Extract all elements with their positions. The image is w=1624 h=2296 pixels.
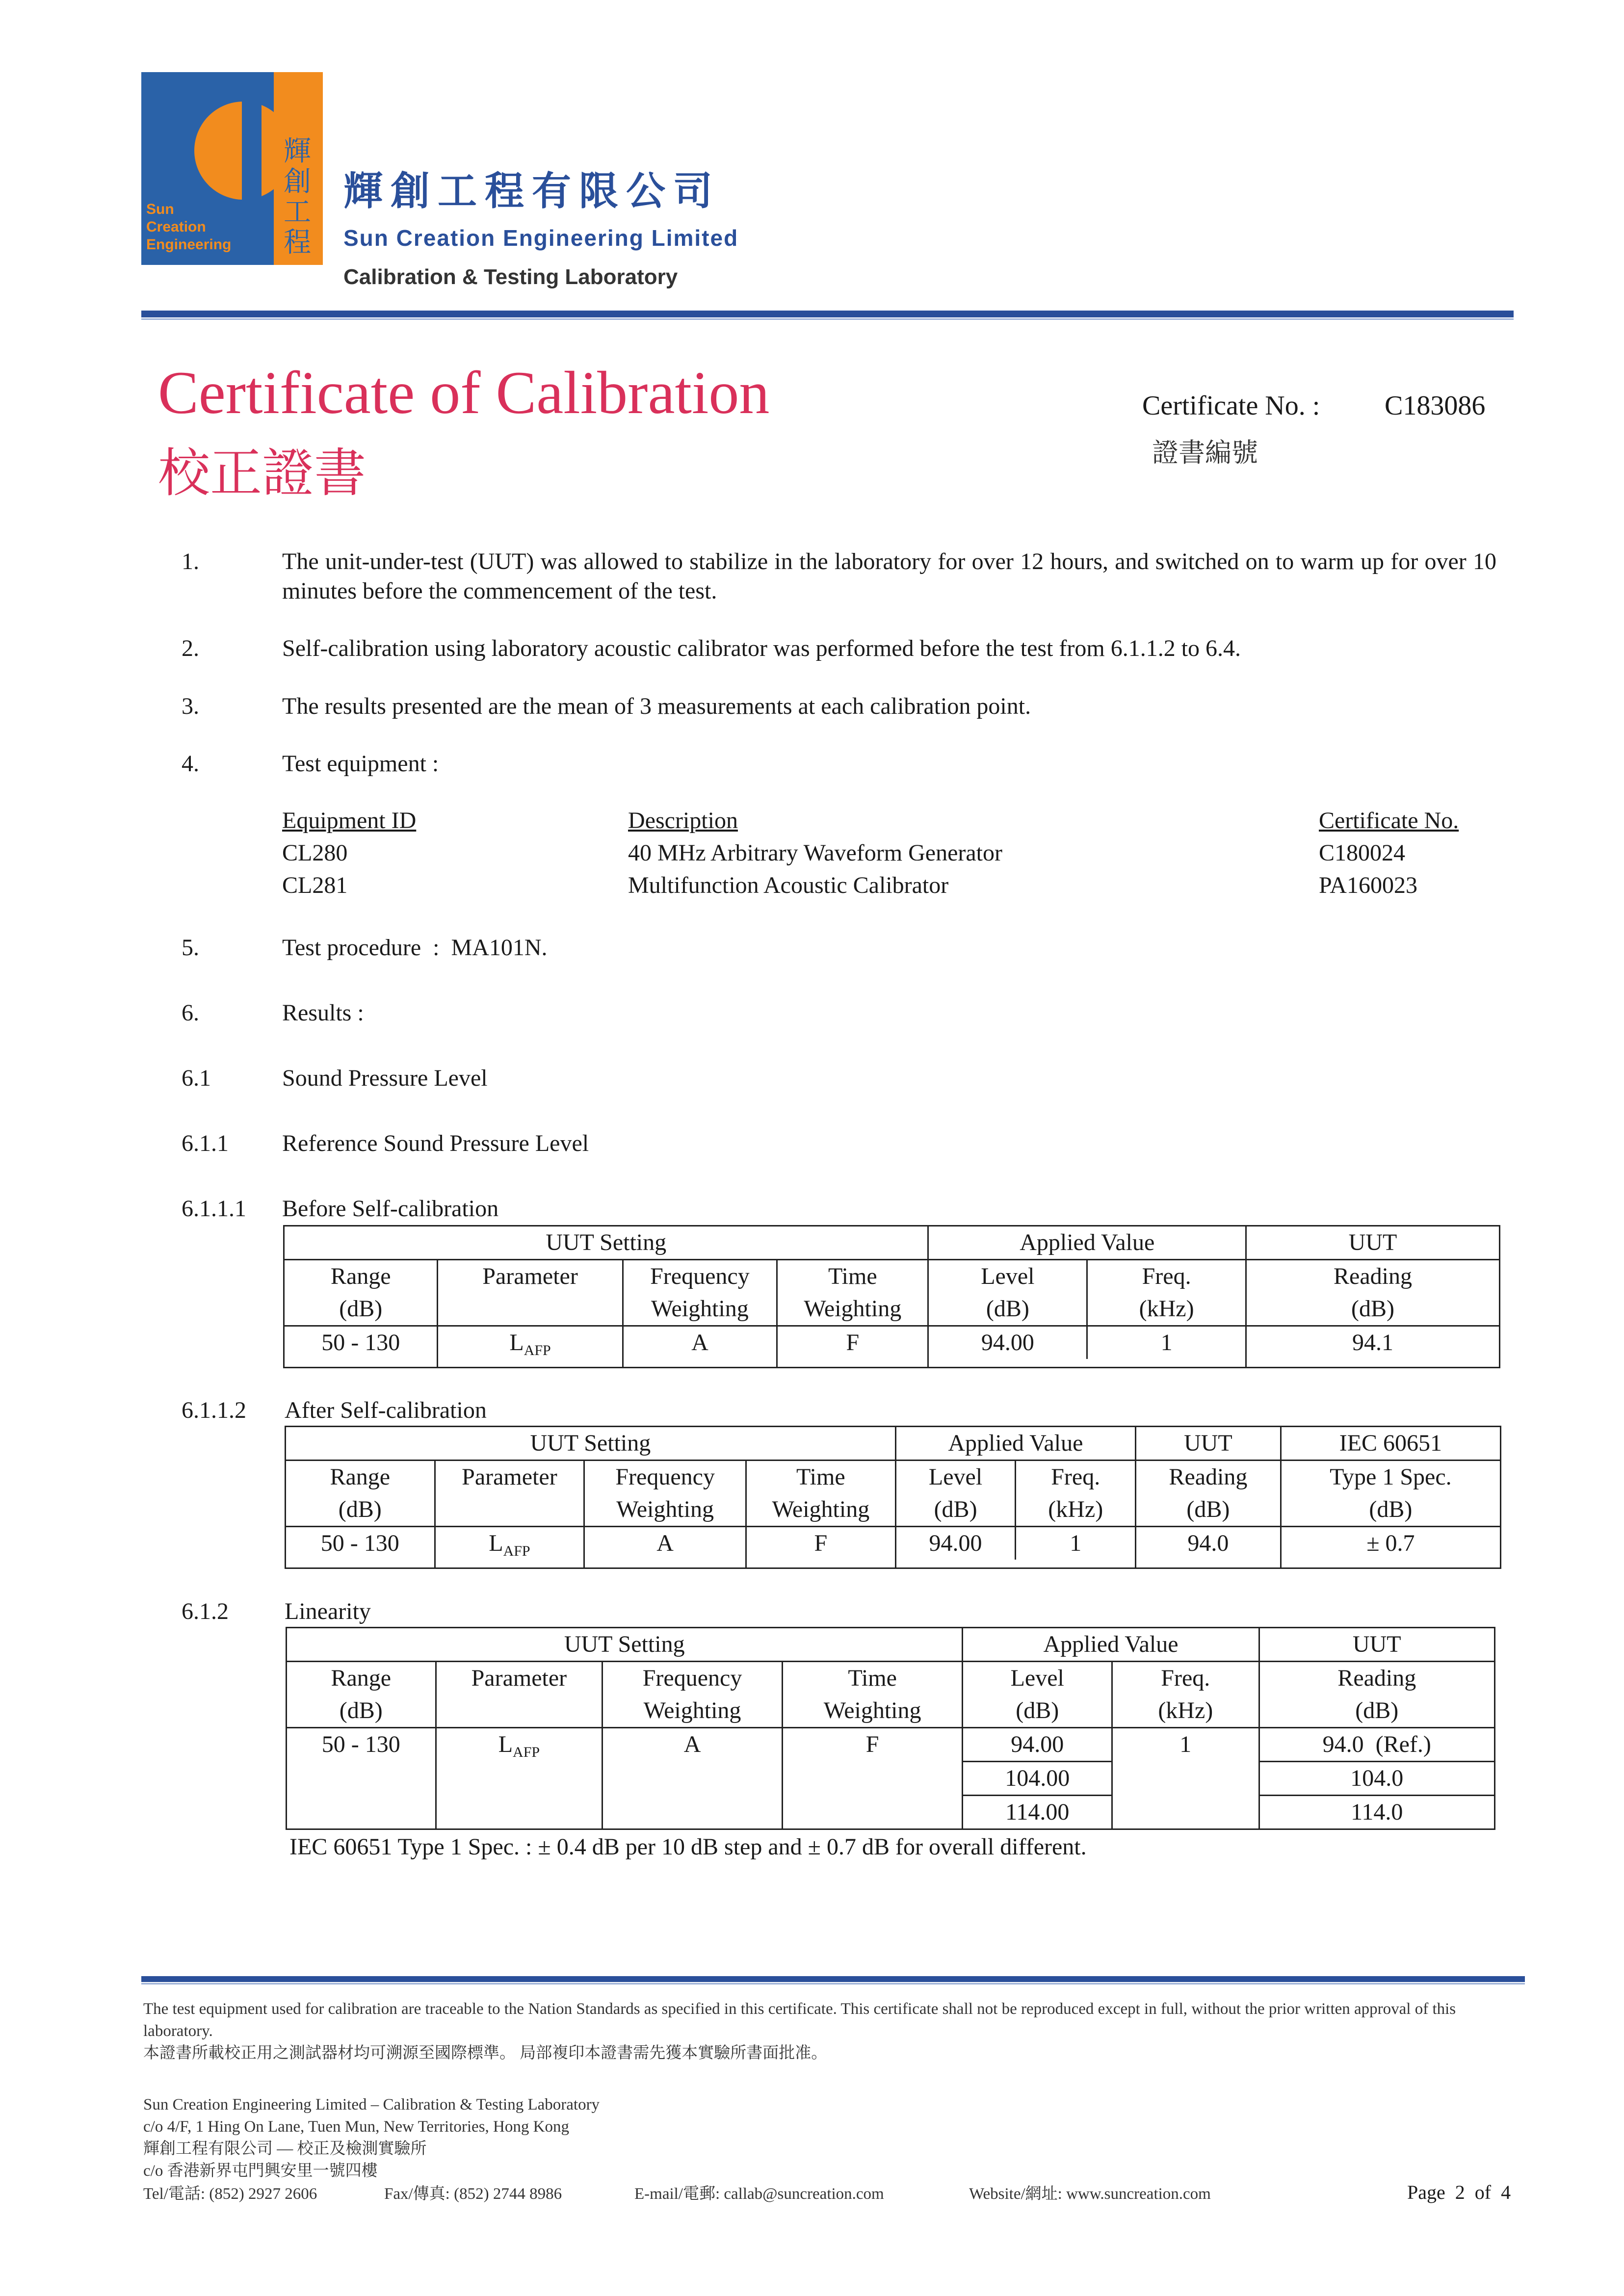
footer-divider-thin [141, 1983, 1525, 1984]
logo-text-en: Sun Creation Engineering [146, 201, 232, 253]
equipment-certificate: C180024 [1319, 840, 1406, 866]
telephone: Tel/電話: (852) 2927 2606 [143, 2185, 317, 2203]
section-title: Linearity [285, 1598, 371, 1624]
certificate-number-value: C183086 [1385, 391, 1486, 421]
parameter-header: Parameter [436, 1662, 602, 1728]
time-weighting-value: F [746, 1527, 895, 1568]
range-header: Range (dB) [287, 1662, 436, 1728]
equipment-description: 40 MHz Arbitrary Waveform Generator [628, 840, 1002, 866]
freq-header: Freq. (kHz) [1112, 1662, 1259, 1728]
parameter-value: $L_{AFP}$ [438, 1326, 623, 1368]
item-number: 4. [182, 751, 199, 777]
range-header: Range (dB) [286, 1461, 435, 1527]
certificate-number-label-zh: 證書編號 [1152, 438, 1258, 468]
linearity-spec-note: IEC 60651 Type 1 Spec. : ± 0.4 dB per 10 dB step and ± 0.7 dB for overall different. [289, 1834, 1087, 1860]
uut-reading-value: 94.0 (Ref.) [1259, 1728, 1494, 1762]
footer-divider [141, 1976, 1525, 1982]
fax: Fax/傳真: (852) 2744 8986 [384, 2185, 562, 2203]
item-number: 1. [182, 548, 199, 574]
level-freq-header: Level (dB) Freq. (kHz) [895, 1461, 1135, 1527]
level-value: 94.00 [929, 1327, 1087, 1359]
frequency-weighting-header: Frequency Weighting [584, 1461, 746, 1527]
table-after-self-calibration [285, 1426, 1501, 1569]
applied-value-header: Applied Value [963, 1628, 1259, 1662]
uut-reading-value: 114.0 [1259, 1796, 1494, 1829]
time-weighting-value: F [782, 1728, 963, 1829]
section-number: 6.1.2 [182, 1598, 229, 1624]
level-header: Level (dB) [963, 1662, 1112, 1728]
time-weighting-value: F [777, 1326, 928, 1368]
parameter-value: $L_{AFP}$ [435, 1527, 584, 1568]
frequency-weighting-value: A [623, 1326, 777, 1368]
address-zh-line2: c/o 香港新界屯門興安里一號四樓 [143, 2162, 378, 2180]
equipment-header-id: Equipment ID [282, 808, 417, 834]
company-logo [141, 72, 323, 265]
uut-setting-header: UUT Setting [286, 1427, 896, 1461]
applied-value-header: Applied Value [928, 1226, 1246, 1260]
item-text: The results presented are the mean of 3 measurements at each calibration point. [282, 693, 1031, 719]
item-text: Results : [282, 1000, 364, 1026]
frequency-weighting-value: A [584, 1527, 746, 1568]
freq-value: 1 [1070, 1530, 1082, 1556]
range-value: 50 - 130 [284, 1326, 438, 1368]
company-name-en: Sun Creation Engineering Limited [343, 225, 739, 251]
equipment-header-certificate: Certificate No. [1319, 808, 1459, 834]
uut-setting-header: UUT Setting [287, 1628, 963, 1662]
level-value: 94.00 [963, 1728, 1112, 1762]
section-title: After Self-calibration [285, 1397, 487, 1423]
page-number: Page 2 of 4 [1407, 2181, 1511, 2203]
iec-spec-value: ± 0.7 [1281, 1527, 1500, 1568]
website-link[interactable]: Website/網址: www.suncreation.com [969, 2185, 1211, 2203]
level-value: 94.00 [896, 1527, 1016, 1560]
section-number: 6.1.1.2 [182, 1397, 246, 1423]
uut-reading-header-top: UUT [1259, 1628, 1494, 1662]
freq-value: 1 [1112, 1728, 1259, 1829]
section-number: 6.1.1 [182, 1130, 229, 1156]
level-freq-value [895, 1527, 1135, 1568]
level-value: 114.00 [963, 1796, 1112, 1829]
frequency-weighting-header: Frequency Weighting [602, 1662, 783, 1728]
uut-reading-header-top: UUT [1246, 1226, 1499, 1260]
address-en-line1: Sun Creation Engineering Limited – Calibration & Testing Laboratory [143, 2096, 600, 2113]
uut-reading-value: 94.0 [1136, 1527, 1281, 1568]
address-zh-line1: 輝創工程有限公司 — 校正及檢測實驗所 [143, 2140, 427, 2158]
traceability-disclaimer-en: The test equipment used for calibration are traceable to the Nation Standards as specified in this certificate. This certificate shall not be reproduced except in full, without the prior written approval of this laboratory. [143, 2000, 1456, 2040]
iec-spec-header-top: IEC 60651 [1281, 1427, 1500, 1461]
section-number: 6.1.1.1 [182, 1196, 246, 1222]
uut-reading-header: Reading (dB) [1259, 1662, 1494, 1728]
uut-setting-header: UUT Setting [284, 1226, 928, 1260]
item-text: Test equipment : [282, 751, 439, 777]
section-title: Before Self-calibration [282, 1196, 499, 1222]
level-value: 104.00 [963, 1762, 1112, 1796]
item-number: 2. [182, 635, 199, 661]
section-title: Reference Sound Pressure Level [282, 1130, 589, 1156]
frequency-weighting-header: Frequency Weighting [623, 1260, 777, 1326]
traceability-disclaimer-zh: 本證書所載校正用之測試器材均可溯源至國際標準。 局部複印本證書需先獲本實驗所書面批准。 [143, 2044, 828, 2062]
iec-spec-header: Type 1 Spec. (dB) [1281, 1461, 1500, 1527]
uut-reading-value: 104.0 [1259, 1762, 1494, 1796]
applied-value-header: Applied Value [895, 1427, 1135, 1461]
equipment-id: CL281 [282, 872, 348, 898]
equipment-description: Multifunction Acoustic Calibrator [628, 872, 949, 898]
range-value: 50 - 130 [286, 1527, 435, 1568]
email-link[interactable]: E-mail/電郵: callab@suncreation.com [634, 2185, 884, 2203]
uut-reading-value: 94.1 [1246, 1326, 1499, 1368]
item-text: Self-calibration using laboratory acoustic calibrator was performed before the test from 6.1.1.2 to 6.4. [282, 635, 1241, 661]
range-header: Range (dB) [284, 1260, 438, 1326]
parameter-value: $L_{AFP}$ [436, 1728, 602, 1829]
header-divider-thin [141, 318, 1514, 320]
section-title: Sound Pressure Level [282, 1065, 488, 1091]
certificate-title-zh: 校正證書 [158, 445, 366, 502]
parameter-header: Parameter [435, 1461, 584, 1527]
uut-reading-header: Reading (dB) [1246, 1260, 1499, 1326]
header-divider [141, 311, 1514, 317]
equipment-id: CL280 [282, 840, 348, 866]
section-number: 6.1 [182, 1065, 211, 1091]
item-number: 3. [182, 693, 199, 719]
lab-name: Calibration & Testing Laboratory [343, 265, 678, 289]
item-text: The unit-under-test (UUT) was allowed to stabilize in the laboratory for over 12 hours, and switched on to warm up for over 10 minutes before the commencement of the test. [282, 548, 1496, 604]
uut-reading-header: Reading (dB) [1136, 1461, 1281, 1527]
level-freq-header: Level (dB) Freq. (kHz) [928, 1260, 1246, 1326]
uut-reading-header-top: UUT [1136, 1427, 1281, 1461]
range-value: 50 - 130 [287, 1728, 436, 1829]
equipment-header-description: Description [628, 808, 738, 834]
freq-value: 1 [1160, 1330, 1173, 1356]
parameter-header: Parameter [438, 1260, 623, 1326]
item-number: 5. [182, 935, 199, 961]
time-weighting-header: Time Weighting [777, 1260, 928, 1326]
item-number: 6. [182, 1000, 199, 1026]
certificate-number-label: Certificate No. : [1142, 391, 1320, 421]
table-linearity [286, 1627, 1495, 1830]
company-name-zh: 輝創工程有限公司 [343, 169, 720, 213]
logo-text-zh: 輝創工程 [284, 135, 311, 258]
equipment-certificate: PA160023 [1319, 872, 1417, 898]
item-text: Test procedure : MA101N. [282, 935, 548, 961]
table-before-self-calibration [283, 1225, 1500, 1368]
time-weighting-header: Time Weighting [746, 1461, 895, 1527]
time-weighting-header: Time Weighting [782, 1662, 963, 1728]
frequency-weighting-value: A [602, 1728, 783, 1829]
address-en-line2: c/o 4/F, 1 Hing On Lane, Tuen Mun, New Territories, Hong Kong [143, 2118, 569, 2136]
level-freq-value [928, 1326, 1246, 1368]
certificate-title-en: Certificate of Calibration [158, 359, 770, 426]
